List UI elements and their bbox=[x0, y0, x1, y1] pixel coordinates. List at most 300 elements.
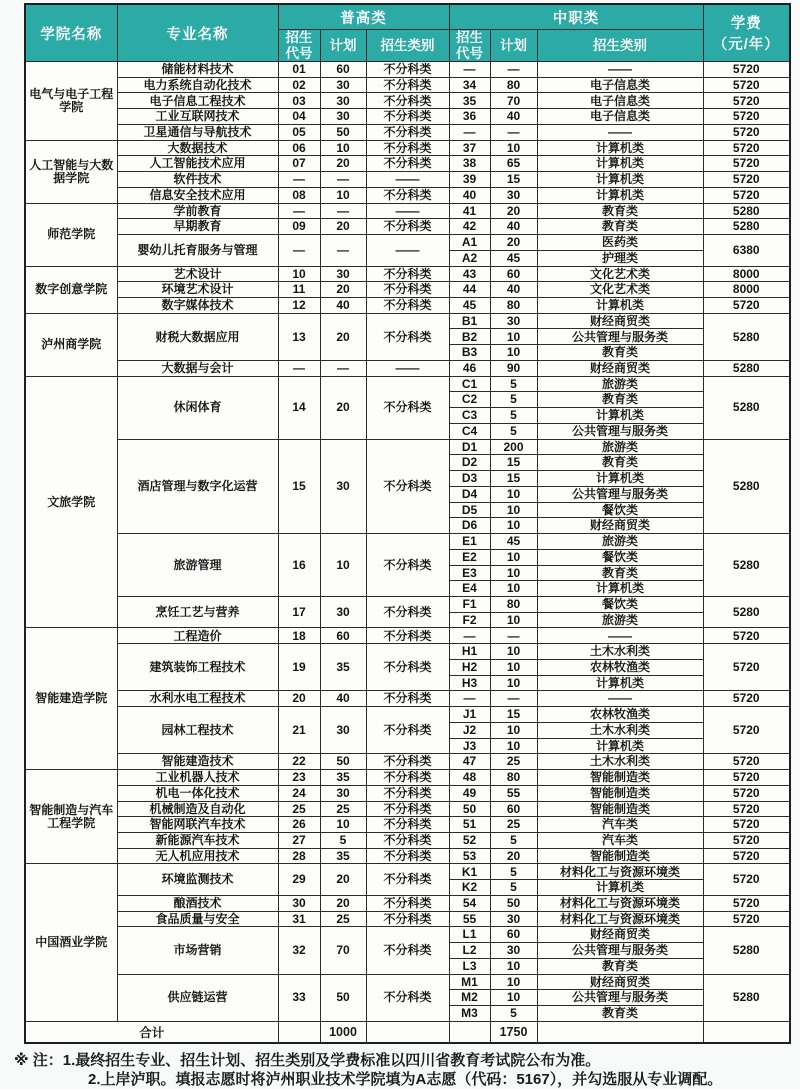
table-row bbox=[25, 754, 790, 770]
vocational-plan-cell: 10 bbox=[490, 518, 537, 534]
general-category-cell: 不分科类 bbox=[366, 313, 449, 360]
general-code-cell: 26 bbox=[278, 817, 320, 833]
header-group-row bbox=[25, 4, 790, 30]
total-general-plan-cell: 1000 bbox=[320, 1021, 366, 1043]
vocational-code-cell: H2 bbox=[449, 659, 490, 675]
major-cell: 无人机应用技术 bbox=[117, 848, 278, 864]
vocational-code-cell: 36 bbox=[449, 109, 490, 125]
general-code-cell: 16 bbox=[278, 534, 320, 597]
general-category-cell: 不分科类 bbox=[366, 156, 449, 172]
vocational-category-cell: 旅游类 bbox=[537, 612, 703, 628]
general-plan-cell: 20 bbox=[320, 864, 366, 895]
vocational-code-cell: A1 bbox=[449, 235, 490, 251]
vocational-plan-cell: 20 bbox=[490, 203, 537, 219]
tuition-cell: 5720 bbox=[703, 832, 790, 848]
total-row bbox=[25, 1021, 790, 1043]
vocational-code-cell: 37 bbox=[449, 140, 490, 156]
general-code-cell: 30 bbox=[278, 895, 320, 911]
general-code-cell: — bbox=[278, 235, 320, 266]
vocational-category-cell: 材料化工与资源环境类 bbox=[537, 895, 703, 911]
general-category-cell: 不分科类 bbox=[366, 848, 449, 864]
table-row bbox=[25, 266, 790, 282]
vocational-code-cell: M1 bbox=[449, 974, 490, 990]
vocational-plan-cell: 5 bbox=[490, 880, 537, 896]
vocational-plan-cell: 20 bbox=[490, 235, 537, 251]
general-category-cell: 不分科类 bbox=[366, 832, 449, 848]
general-plan-cell: 35 bbox=[320, 770, 366, 786]
general-code-cell: 05 bbox=[278, 124, 320, 140]
total-general-category-cell bbox=[366, 1021, 449, 1043]
vocational-plan-cell: 30 bbox=[490, 187, 537, 203]
vocational-plan-cell: 60 bbox=[490, 927, 537, 943]
tuition-cell: 5720 bbox=[703, 848, 790, 864]
major-cell: 人工智能技术应用 bbox=[117, 156, 278, 172]
vocational-plan-cell: 10 bbox=[490, 974, 537, 990]
major-cell: 数字媒体技术 bbox=[117, 298, 278, 314]
general-plan-cell: 30 bbox=[320, 77, 366, 93]
vocational-plan-cell: 80 bbox=[490, 596, 537, 612]
general-plan-cell: 35 bbox=[320, 644, 366, 691]
vocational-category-cell: 财经商贸类 bbox=[537, 313, 703, 329]
vocational-code-cell: C4 bbox=[449, 423, 490, 439]
vocational-category-cell: 农林牧渔类 bbox=[537, 659, 703, 675]
table-row bbox=[25, 298, 790, 314]
vocational-category-cell: 教育类 bbox=[537, 219, 703, 235]
vocational-category-cell: 护理类 bbox=[537, 250, 703, 266]
vocational-code-cell: 54 bbox=[449, 895, 490, 911]
vocational-category-cell: 教育类 bbox=[537, 392, 703, 408]
general-code-cell: 17 bbox=[278, 596, 320, 627]
general-code-cell: 24 bbox=[278, 785, 320, 801]
vocational-category-header: 招生类别 bbox=[537, 30, 703, 62]
vocational-category-cell: 计算机类 bbox=[537, 172, 703, 188]
vocational-category-cell: 餐饮类 bbox=[537, 549, 703, 565]
vocational-plan-cell: 90 bbox=[490, 360, 537, 376]
vocational-plan-cell: 25 bbox=[490, 817, 537, 833]
vocational-plan-cell: 30 bbox=[490, 943, 537, 959]
table-row bbox=[25, 974, 790, 990]
vocational-plan-cell: 10 bbox=[490, 722, 537, 738]
major-cell: 电力系统自动化技术 bbox=[117, 77, 278, 93]
vocational-code-cell: K2 bbox=[449, 880, 490, 896]
table-row bbox=[25, 770, 790, 786]
vocational-category-cell: 公共管理与服务类 bbox=[537, 990, 703, 1006]
vocational-plan-header: 计划 bbox=[490, 30, 537, 62]
tuition-cell: 5720 bbox=[703, 801, 790, 817]
general-category-cell: 不分科类 bbox=[366, 140, 449, 156]
major-cell: 智能网联汽车技术 bbox=[117, 817, 278, 833]
tuition-cell: 5720 bbox=[703, 77, 790, 93]
tuition-cell: 5720 bbox=[703, 785, 790, 801]
general-category-header: 招生类别 bbox=[366, 30, 449, 62]
table-row bbox=[25, 140, 790, 156]
vocational-code-cell: 50 bbox=[449, 801, 490, 817]
general-plan-cell: 25 bbox=[320, 801, 366, 817]
general-code-cell: 25 bbox=[278, 801, 320, 817]
major-cell: 储能材料技术 bbox=[117, 62, 278, 78]
table-row bbox=[25, 93, 790, 109]
vocational-category-cell: 旅游类 bbox=[537, 376, 703, 392]
vocational-code-cell: L2 bbox=[449, 943, 490, 959]
major-cell: 大数据技术 bbox=[117, 140, 278, 156]
table-row bbox=[25, 534, 790, 550]
vocational-code-cell: 55 bbox=[449, 911, 490, 927]
vocational-category-cell: 智能制造类 bbox=[537, 848, 703, 864]
vocational-category-cell: 计算机类 bbox=[537, 738, 703, 754]
vocational-category-cell: 土木水利类 bbox=[537, 722, 703, 738]
vocational-category-cell: 教育类 bbox=[537, 455, 703, 471]
tuition-cell: 5280 bbox=[703, 974, 790, 1021]
vocational-code-cell: F2 bbox=[449, 612, 490, 628]
tuition-cell: 8000 bbox=[703, 266, 790, 282]
general-plan-cell: 30 bbox=[320, 93, 366, 109]
vocational-plan-cell: 200 bbox=[490, 439, 537, 455]
note-line-1 bbox=[14, 1051, 800, 1070]
vocational-category-cell: 教育类 bbox=[537, 1006, 703, 1022]
table-row bbox=[25, 644, 790, 660]
tuition-cell: 5280 bbox=[703, 534, 790, 597]
vocational-plan-cell: 10 bbox=[490, 659, 537, 675]
general-category-cell: 不分科类 bbox=[366, 534, 449, 597]
vocational-code-cell: D5 bbox=[449, 502, 490, 518]
vocational-code-cell: D1 bbox=[449, 439, 490, 455]
general-code-cell: — bbox=[278, 172, 320, 188]
vocational-category-cell: 教育类 bbox=[537, 203, 703, 219]
vocational-plan-cell: 80 bbox=[490, 298, 537, 314]
vocational-category-cell: 餐饮类 bbox=[537, 502, 703, 518]
vocational-plan-cell: 10 bbox=[490, 549, 537, 565]
general-category-cell: 不分科类 bbox=[366, 785, 449, 801]
tuition-cell: 5720 bbox=[703, 817, 790, 833]
college-cell: 电气与电子工程学院 bbox=[25, 62, 117, 141]
major-cell: 市场营销 bbox=[117, 927, 278, 974]
college-name-header: 学院名称 bbox=[25, 4, 117, 62]
tuition-cell: 5720 bbox=[703, 628, 790, 644]
table-row bbox=[25, 313, 790, 329]
vocational-plan-cell: 10 bbox=[490, 738, 537, 754]
vocational-code-cell: M3 bbox=[449, 1006, 490, 1022]
table-row bbox=[25, 235, 790, 251]
vocational-category-cell: 财经商贸类 bbox=[537, 518, 703, 534]
general-category-cell: 不分科类 bbox=[366, 376, 449, 439]
vocational-code-cell: L1 bbox=[449, 927, 490, 943]
general-category-cell: 不分科类 bbox=[366, 895, 449, 911]
table-row bbox=[25, 848, 790, 864]
vocational-category-cell: 财经商贸类 bbox=[537, 927, 703, 943]
table-row bbox=[25, 124, 790, 140]
vocational-code-cell: C1 bbox=[449, 376, 490, 392]
general-plan-cell: 25 bbox=[320, 911, 366, 927]
total-vocational-code-cell bbox=[449, 1021, 490, 1043]
general-category-cell: —— bbox=[366, 203, 449, 219]
tuition-cell: 5720 bbox=[703, 707, 790, 754]
general-category-cell: —— bbox=[366, 235, 449, 266]
vocational-plan-cell: 5 bbox=[490, 376, 537, 392]
vocational-plan-cell: 5 bbox=[490, 423, 537, 439]
general-plan-cell: 20 bbox=[320, 895, 366, 911]
general-plan-cell: 30 bbox=[320, 109, 366, 125]
vocational-code-cell: E3 bbox=[449, 565, 490, 581]
general-code-cell: 21 bbox=[278, 707, 320, 754]
major-cell: 水利水电工程技术 bbox=[117, 691, 278, 707]
table-row bbox=[25, 785, 790, 801]
vocational-plan-cell: 15 bbox=[490, 471, 537, 487]
major-name-header: 专业名称 bbox=[117, 4, 278, 62]
vocational-plan-cell: 40 bbox=[490, 219, 537, 235]
general-plan-cell: 20 bbox=[320, 219, 366, 235]
table-row bbox=[25, 203, 790, 219]
general-plan-cell: 5 bbox=[320, 832, 366, 848]
vocational-code-cell: 44 bbox=[449, 282, 490, 298]
general-category-cell: 不分科类 bbox=[366, 77, 449, 93]
major-cell: 烹饪工艺与营养 bbox=[117, 596, 278, 627]
general-code-cell: 20 bbox=[278, 691, 320, 707]
major-cell: 信息安全技术应用 bbox=[117, 187, 278, 203]
vocational-code-cell: 45 bbox=[449, 298, 490, 314]
vocational-code-cell: K1 bbox=[449, 864, 490, 880]
vocational-plan-cell: 15 bbox=[490, 455, 537, 471]
table-row bbox=[25, 109, 790, 125]
general-category-cell: 不分科类 bbox=[366, 109, 449, 125]
vocational-category-cell: 旅游类 bbox=[537, 439, 703, 455]
general-code-cell: 13 bbox=[278, 313, 320, 360]
total-tuition-cell bbox=[703, 1021, 790, 1043]
general-plan-cell: 10 bbox=[320, 817, 366, 833]
tuition-cell: 5280 bbox=[703, 203, 790, 219]
vocational-category-cell: 汽车类 bbox=[537, 832, 703, 848]
tuition-cell: 5720 bbox=[703, 124, 790, 140]
vocational-code-cell: 42 bbox=[449, 219, 490, 235]
vocational-category-cell: 计算机类 bbox=[537, 471, 703, 487]
general-category-cell: —— bbox=[366, 172, 449, 188]
vocational-plan-cell: 5 bbox=[490, 864, 537, 880]
vocational-category-cell: 旅游类 bbox=[537, 534, 703, 550]
vocational-code-cell: A2 bbox=[449, 250, 490, 266]
vocational-code-cell: 41 bbox=[449, 203, 490, 219]
general-category-cell: 不分科类 bbox=[366, 817, 449, 833]
vocational-category-cell: 计算机类 bbox=[537, 880, 703, 896]
vocational-category-cell: 教育类 bbox=[537, 345, 703, 361]
general-plan-cell: 20 bbox=[320, 282, 366, 298]
vocational-code-cell: C3 bbox=[449, 408, 490, 424]
general-category-cell: 不分科类 bbox=[366, 298, 449, 314]
major-cell: 财税大数据应用 bbox=[117, 313, 278, 360]
vocational-category-cell: 土木水利类 bbox=[537, 644, 703, 660]
table-row bbox=[25, 282, 790, 298]
vocational-category-cell: 计算机类 bbox=[537, 675, 703, 691]
college-cell: 人工智能与大数据学院 bbox=[25, 140, 117, 203]
general-code-cell: 28 bbox=[278, 848, 320, 864]
general-category-cell: 不分科类 bbox=[366, 927, 449, 974]
general-category-cell: —— bbox=[366, 360, 449, 376]
total-general-code-cell bbox=[278, 1021, 320, 1043]
general-plan-cell: 30 bbox=[320, 707, 366, 754]
major-cell: 机电一体化技术 bbox=[117, 785, 278, 801]
general-plan-cell: — bbox=[320, 235, 366, 266]
general-category-cell: 不分科类 bbox=[366, 644, 449, 691]
vocational-plan-cell: 80 bbox=[490, 77, 537, 93]
vocational-code-cell: 51 bbox=[449, 817, 490, 833]
general-code-cell: 08 bbox=[278, 187, 320, 203]
vocational-category-cell: 医药类 bbox=[537, 235, 703, 251]
vocational-plan-cell: 5 bbox=[490, 408, 537, 424]
tuition-cell: 5720 bbox=[703, 93, 790, 109]
general-code-cell: 09 bbox=[278, 219, 320, 235]
tuition-cell: 5280 bbox=[703, 439, 790, 533]
general-code-cell: 18 bbox=[278, 628, 320, 644]
vocational-code-cell: B1 bbox=[449, 313, 490, 329]
table-row bbox=[25, 864, 790, 880]
college-cell: 文旅学院 bbox=[25, 376, 117, 628]
tuition-cell: 5280 bbox=[703, 360, 790, 376]
college-cell: 泸州商学院 bbox=[25, 313, 117, 376]
table-row bbox=[25, 691, 790, 707]
tuition-header-line2: （元/年） bbox=[712, 37, 780, 53]
general-category-cell: 不分科类 bbox=[366, 707, 449, 754]
tuition-cell: 5720 bbox=[703, 156, 790, 172]
general-plan-cell: 20 bbox=[320, 376, 366, 439]
note-prefix: ※ 注： bbox=[14, 1052, 63, 1070]
major-cell: 环境艺术设计 bbox=[117, 282, 278, 298]
general-plan-cell: 60 bbox=[320, 628, 366, 644]
table-row bbox=[25, 187, 790, 203]
vocational-plan-cell: 65 bbox=[490, 156, 537, 172]
table-header bbox=[25, 4, 790, 62]
vocational-plan-cell: 5 bbox=[490, 832, 537, 848]
major-cell: 工程造价 bbox=[117, 628, 278, 644]
tuition-cell: 5720 bbox=[703, 172, 790, 188]
vocational-category-cell: 计算机类 bbox=[537, 581, 703, 597]
major-cell: 休闲体育 bbox=[117, 376, 278, 439]
vocational-category-cell: 文化艺术类 bbox=[537, 282, 703, 298]
vocational-plan-cell: 10 bbox=[490, 502, 537, 518]
tuition-cell: 5720 bbox=[703, 864, 790, 895]
vocational-plan-cell: 55 bbox=[490, 785, 537, 801]
tuition-cell: 5720 bbox=[703, 298, 790, 314]
tuition-header bbox=[703, 4, 790, 62]
general-code-cell: 27 bbox=[278, 832, 320, 848]
vocational-code-cell: — bbox=[449, 62, 490, 78]
vocational-category-cell: 餐饮类 bbox=[537, 596, 703, 612]
vocational-category-cell: 计算机类 bbox=[537, 408, 703, 424]
tuition-cell: 5280 bbox=[703, 313, 790, 360]
vocational-plan-cell: 10 bbox=[490, 565, 537, 581]
vocational-plan-cell: 10 bbox=[490, 329, 537, 345]
major-cell: 卫星通信与导航技术 bbox=[117, 124, 278, 140]
vocational-code-cell: J2 bbox=[449, 722, 490, 738]
table-row bbox=[25, 707, 790, 723]
table-row bbox=[25, 439, 790, 455]
table-row bbox=[25, 628, 790, 644]
notes bbox=[14, 1051, 800, 1089]
vocational-category-cell: 电子信息类 bbox=[537, 77, 703, 93]
vocational-code-cell: H3 bbox=[449, 675, 490, 691]
general-category-cell: 不分科类 bbox=[366, 219, 449, 235]
general-code-cell: 02 bbox=[278, 77, 320, 93]
general-group-header: 普高类 bbox=[278, 4, 449, 30]
general-code-cell: 06 bbox=[278, 140, 320, 156]
general-code-cell: 31 bbox=[278, 911, 320, 927]
general-code-header: 招生代号 bbox=[278, 30, 320, 62]
vocational-code-cell: 52 bbox=[449, 832, 490, 848]
table-row bbox=[25, 376, 790, 392]
vocational-category-cell: 土木水利类 bbox=[537, 754, 703, 770]
general-plan-cell: 40 bbox=[320, 691, 366, 707]
vocational-code-cell: F1 bbox=[449, 596, 490, 612]
vocational-plan-cell: 25 bbox=[490, 754, 537, 770]
college-cell: 中国酒业学院 bbox=[25, 864, 117, 1021]
vocational-plan-cell: 70 bbox=[490, 93, 537, 109]
general-category-cell: 不分科类 bbox=[366, 691, 449, 707]
general-plan-cell: 40 bbox=[320, 298, 366, 314]
vocational-category-cell: 公共管理与服务类 bbox=[537, 486, 703, 502]
vocational-code-header: 招生代号 bbox=[449, 30, 490, 62]
major-cell: 酒店管理与数字化运营 bbox=[117, 439, 278, 533]
admissions-table bbox=[24, 3, 791, 1044]
vocational-code-cell: D6 bbox=[449, 518, 490, 534]
vocational-category-cell: 智能制造类 bbox=[537, 770, 703, 786]
general-plan-cell: 50 bbox=[320, 974, 366, 1021]
general-plan-cell: 50 bbox=[320, 754, 366, 770]
general-category-cell: 不分科类 bbox=[366, 628, 449, 644]
vocational-code-cell: B3 bbox=[449, 345, 490, 361]
table-row bbox=[25, 77, 790, 93]
vocational-plan-cell: — bbox=[490, 691, 537, 707]
tuition-cell: 5280 bbox=[703, 376, 790, 439]
table-row bbox=[25, 596, 790, 612]
vocational-code-cell: — bbox=[449, 628, 490, 644]
vocational-plan-cell: 80 bbox=[490, 770, 537, 786]
general-code-cell: — bbox=[278, 360, 320, 376]
vocational-code-cell: J1 bbox=[449, 707, 490, 723]
major-cell: 智能建造技术 bbox=[117, 754, 278, 770]
table-row bbox=[25, 895, 790, 911]
vocational-plan-cell: 45 bbox=[490, 250, 537, 266]
tuition-cell: 5720 bbox=[703, 109, 790, 125]
vocational-code-cell: E2 bbox=[449, 549, 490, 565]
vocational-code-cell: D4 bbox=[449, 486, 490, 502]
vocational-plan-cell: 10 bbox=[490, 644, 537, 660]
tuition-cell: 5720 bbox=[703, 140, 790, 156]
vocational-code-cell: 34 bbox=[449, 77, 490, 93]
general-code-cell: 22 bbox=[278, 754, 320, 770]
vocational-category-cell: 电子信息类 bbox=[537, 93, 703, 109]
vocational-code-cell: 46 bbox=[449, 360, 490, 376]
total-vocational-category-cell bbox=[537, 1021, 703, 1043]
general-plan-cell: 60 bbox=[320, 62, 366, 78]
tuition-cell: 5720 bbox=[703, 911, 790, 927]
major-cell: 旅游管理 bbox=[117, 534, 278, 597]
vocational-plan-cell: 15 bbox=[490, 172, 537, 188]
total-vocational-plan-cell: 1750 bbox=[490, 1021, 537, 1043]
general-plan-cell: 20 bbox=[320, 313, 366, 360]
table-row bbox=[25, 219, 790, 235]
vocational-code-cell: D2 bbox=[449, 455, 490, 471]
vocational-plan-cell: 5 bbox=[490, 392, 537, 408]
table-row bbox=[25, 156, 790, 172]
vocational-code-cell: 40 bbox=[449, 187, 490, 203]
vocational-category-cell: 文化艺术类 bbox=[537, 266, 703, 282]
general-category-cell: 不分科类 bbox=[366, 62, 449, 78]
vocational-plan-cell: 40 bbox=[490, 282, 537, 298]
college-cell: 智能制造与汽车工程学院 bbox=[25, 770, 117, 864]
general-code-cell: 33 bbox=[278, 974, 320, 1021]
vocational-code-cell: 48 bbox=[449, 770, 490, 786]
table-body bbox=[25, 62, 790, 1022]
vocational-code-cell: J3 bbox=[449, 738, 490, 754]
vocational-plan-cell: 40 bbox=[490, 109, 537, 125]
vocational-category-cell: 电子信息类 bbox=[537, 109, 703, 125]
